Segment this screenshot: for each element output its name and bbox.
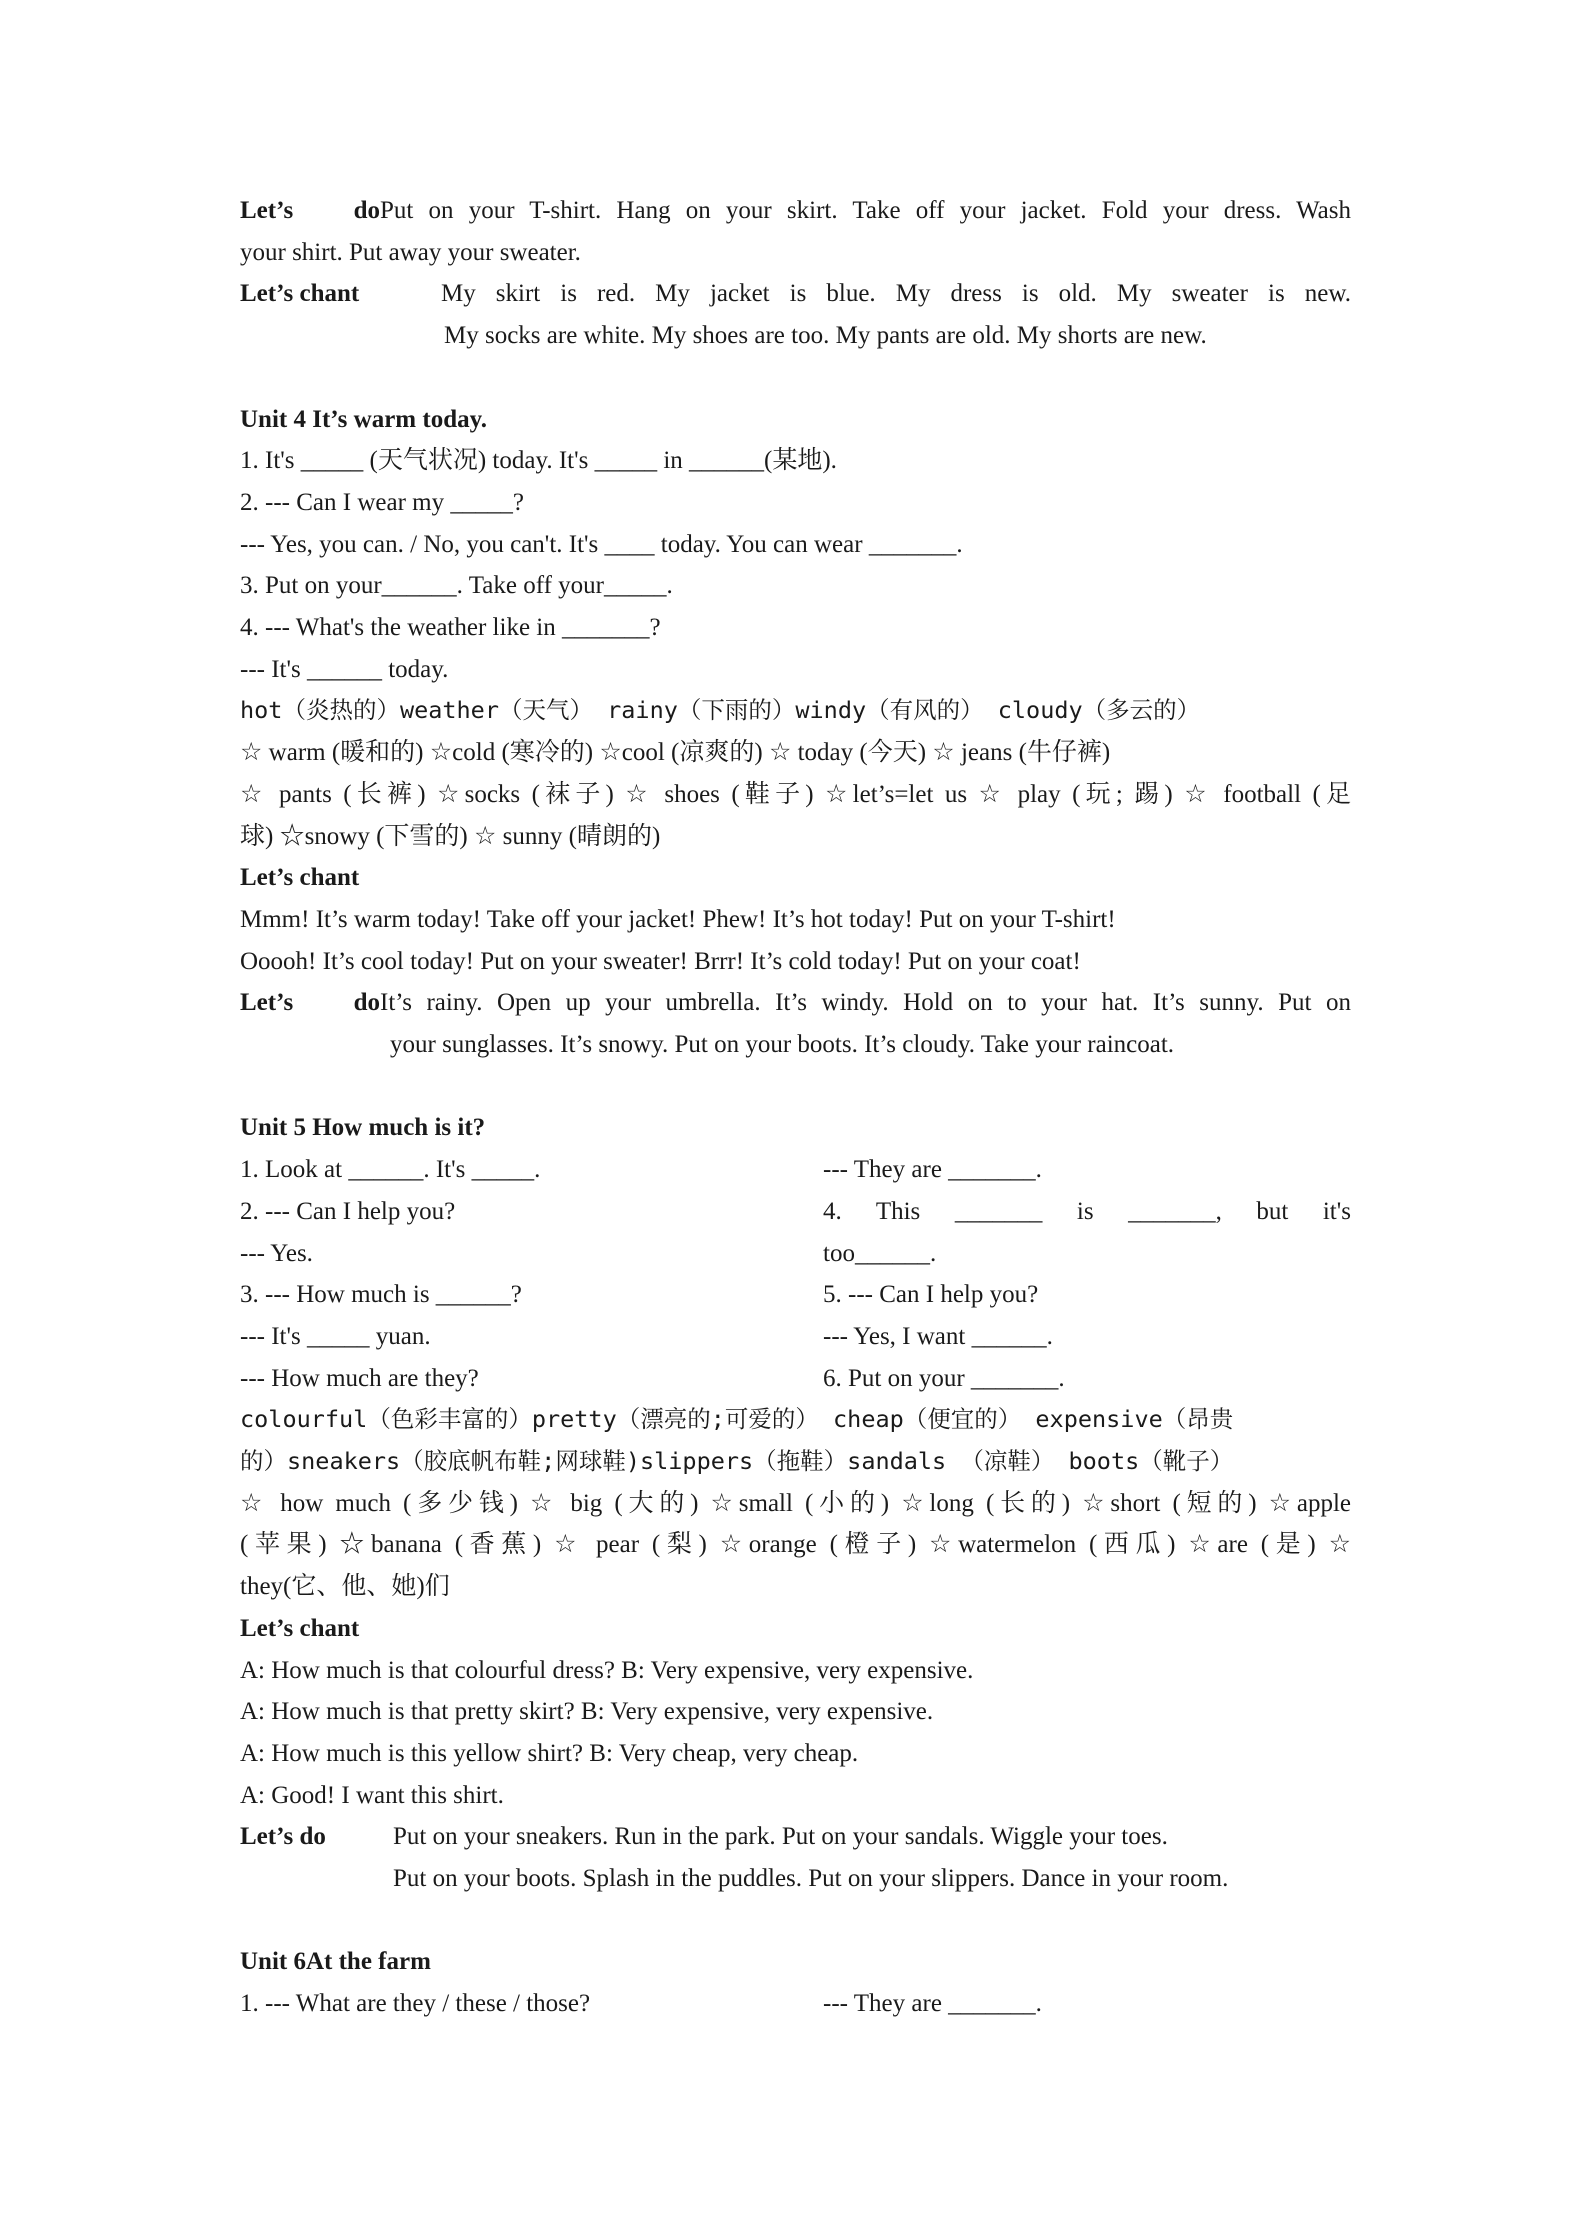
unit5-vocab-2: 的）sneakers（胶底帆布鞋;网球鞋)slippers（拖鞋）sandals （凉鞋） boots（靴子）: [240, 1447, 1234, 1476]
unit4-chant-label: Let’s chant: [240, 864, 360, 892]
unit4-chant-line: Ooooh! It’s cool today! Put on your sweater! Brrr! It’s cold today! Put on your coat!: [240, 947, 1081, 975]
unit4-line: 3. Put on your______. Take off your_____.: [240, 572, 673, 600]
unit4-line: --- It's ______ today.: [240, 655, 449, 683]
intro-chant-text-1: My skirt is red. My jacket is blue. My dress is old. My sweater is new.: [441, 280, 1351, 308]
unit5-left-line: 2. --- Can I help you?: [240, 1197, 456, 1225]
unit5-left-line: 3. --- How much is ______?: [240, 1281, 522, 1309]
unit5-right-column: [823, 1149, 1351, 1399]
unit5-right-line: --- Yes, I want ______.: [823, 1322, 1053, 1350]
unit4-vocab-2: ☆ warm (暖和的) ☆cold (寒冷的) ☆cool (凉爽的) ☆ today (今天) ☆ jeans (牛仔裤): [240, 739, 1111, 767]
intro-chant-line-2: My socks are white. My shoes are too. My pants are old. My shorts are new.: [444, 322, 1207, 350]
unit6-title: Unit 6At the farm: [240, 1948, 431, 1976]
intro-do-text-1: Put on your T-shirt. Hang on your skirt. Take off your jacket. Fold your dress. Wash: [380, 197, 1351, 224]
unit5-chant-line: A: How much is this yellow shirt? B: Very cheap, very cheap.: [240, 1739, 859, 1767]
unit5-do-line-2: Put on your boots. Splash in the puddles. Put on your slippers. Dance in your room.: [393, 1865, 1229, 1893]
unit5-vocab-5: they(它、他、她)们: [240, 1573, 450, 1601]
unit5-chant-label: Let’s chant: [240, 1614, 360, 1642]
unit4-chant-line: Mmm! It’s warm today! Take off your jacket! Phew! It’s hot today! Put on your T-shirt!: [240, 905, 1116, 933]
intro-do-line-1: [240, 190, 1351, 232]
unit6-right-line: --- They are _______.: [823, 1990, 1042, 2018]
unit5-right-line: too______.: [823, 1239, 937, 1267]
spacer: [240, 1900, 1351, 1942]
unit4-line: 4. --- What's the weather like in _______?: [240, 614, 661, 642]
lets-do-label: Let’s do: [240, 989, 380, 1017]
unit4-vocab-4: 球) ☆snowy (下雪的) ☆ sunny (晴朗的): [240, 822, 661, 850]
unit4-line: 1. It's _____ (天气状况) today. It's _____ in ______(某地).: [240, 447, 837, 475]
unit5-title: Unit 5 How much is it?: [240, 1114, 486, 1142]
spacer: [240, 1066, 1351, 1108]
unit5-left-line: 1. Look at ______. It's _____.: [240, 1156, 541, 1184]
unit5-right-line: 4. This _______ is _______, but it's: [823, 1197, 1351, 1225]
unit4-line: --- Yes, you can. / No, you can't. It's ____ today. You can wear _______.: [240, 530, 963, 558]
lets-chant-label: Let’s chant: [240, 280, 360, 308]
unit5-left-column: [240, 1149, 823, 1399]
unit5-chant-line: A: Good! I want this shirt.: [240, 1781, 504, 1809]
unit4-do-line-2: your sunglasses. It’s snowy. Put on your boots. It’s cloudy. Take your raincoat.: [390, 1031, 1175, 1059]
intro-do-line-2: your shirt. Put away your sweater.: [240, 238, 581, 266]
unit5-left-line: --- How much are they?: [240, 1364, 479, 1392]
unit5-vocab-1: colourful（色彩丰富的）pretty（漂亮的;可爱的） cheap（便宜的） expensive（昂贵: [240, 1405, 1234, 1434]
unit4-line: 2. --- Can I wear my _____?: [240, 488, 524, 516]
unit5-right-line: --- They are _______.: [823, 1156, 1042, 1184]
unit5-right-line: 6. Put on your _______.: [823, 1364, 1065, 1392]
unit5-do-line-1: [240, 1816, 1351, 1858]
unit4-do-text-1: It’s rainy. Open up your umbrella. It’s windy. Hold on to your hat. It’s sunny. Put on: [380, 989, 1351, 1017]
spacer: [240, 357, 1351, 399]
lets-do-label: Let’s do: [240, 1823, 326, 1851]
unit5-do-text-1: Put on your sneakers. Run in the park. Put on your sandals. Wiggle your toes.: [393, 1823, 1168, 1851]
document-page: [240, 190, 1351, 2025]
unit5-columns: [240, 1149, 1351, 1399]
unit6-left-line: 1. --- What are they / these / those?: [240, 1990, 591, 2018]
unit4-do-line-1: [240, 982, 1351, 1024]
unit5-chant-line: A: How much is that pretty skirt? B: Very expensive, very expensive.: [240, 1698, 934, 1726]
unit5-right-line: 5. --- Can I help you?: [823, 1281, 1039, 1309]
unit5-vocab-4: (苹果) ☆banana (香蕉) ☆ pear (梨) ☆orange (橙子) ☆watermelon (西瓜) ☆are (是) ☆: [240, 1531, 1351, 1559]
unit4-vocab-3: ☆ pants (长裤) ☆socks (袜子) ☆ shoes (鞋子) ☆let’s=let us ☆ play (玩; 踢) ☆ football (足: [240, 780, 1351, 808]
unit5-left-line: --- Yes.: [240, 1239, 313, 1267]
intro-chant-line-1: [240, 273, 1351, 315]
unit5-chant-line: A: How much is that colourful dress? B: Very expensive, very expensive.: [240, 1656, 974, 1684]
unit5-left-line: --- It's _____ yuan.: [240, 1322, 431, 1350]
unit4-title: Unit 4 It’s warm today.: [240, 405, 487, 433]
unit5-vocab-3: ☆ how much (多少钱) ☆ big (大的) ☆small (小的) ☆long (长的) ☆short (短的) ☆apple: [240, 1489, 1351, 1517]
lets-do-label: Let’s do: [240, 197, 380, 224]
unit4-vocab-1: hot（炎热的）weather（天气） rainy（下雨的）windy（有风的） cloudy（多云的）: [240, 696, 1201, 725]
unit6-columns: [240, 1983, 1351, 2025]
